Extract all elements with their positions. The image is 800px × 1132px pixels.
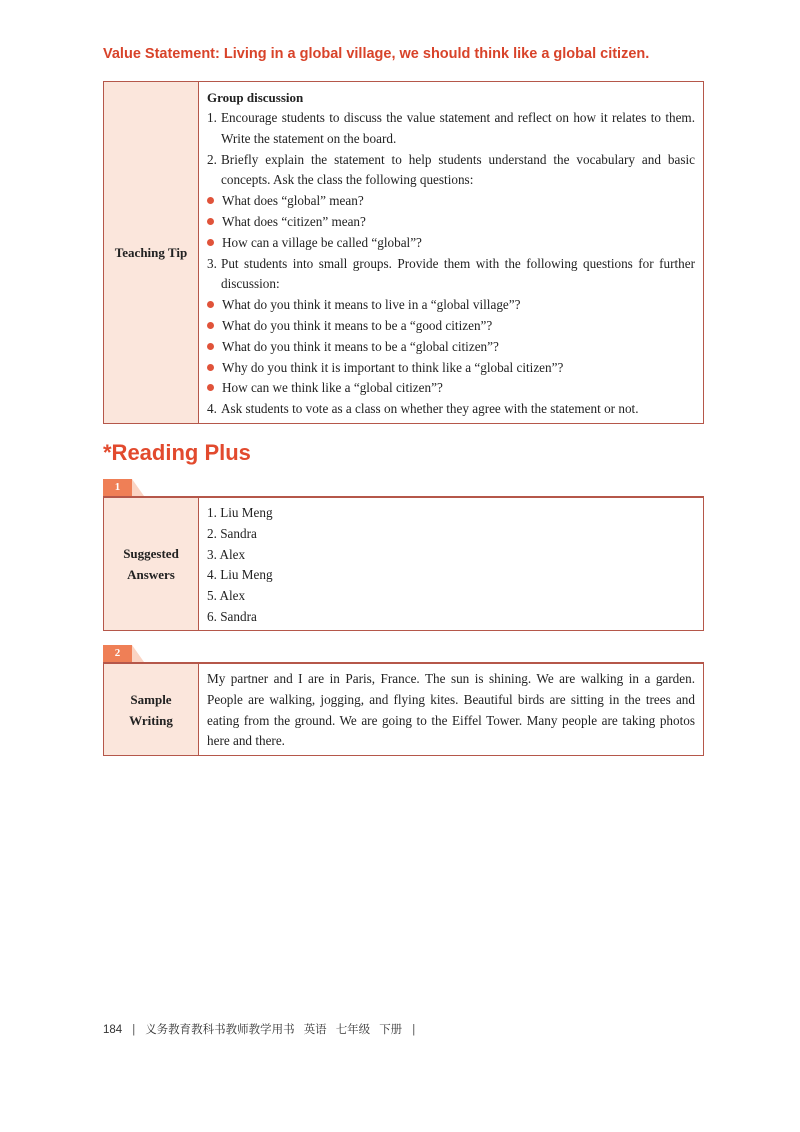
grade: 七年级 (335, 1024, 371, 1036)
volume: 下册 (379, 1024, 403, 1036)
step-text: Ask students to vote as a class on whether they agree with the statement or not. (221, 401, 639, 417)
label-line: Writing (129, 712, 173, 728)
question-text: Why do you think it is important to think like a “global citizen”? (222, 359, 564, 375)
label-line: Suggested (123, 546, 179, 561)
bullet-icon (207, 239, 214, 246)
question-text: How can a village be called “global”? (222, 234, 422, 250)
page-footer (103, 1021, 425, 1037)
suggested-answers-label (104, 498, 199, 630)
footer-divider: | (412, 1024, 416, 1036)
step-text: Briefly explain the statement to help students understand the vocabulary and basic concepts. Ask the class the following questions: (221, 151, 695, 188)
answer-item: 6. Sandra (207, 608, 257, 624)
reading-plus-title: *Reading Plus (103, 440, 251, 465)
teaching-tip-label: Teaching Tip (104, 82, 199, 423)
step-text: Put students into small groups. Provide them with the following questions for further discussion: (221, 255, 695, 292)
question-item (207, 337, 695, 358)
section-number-badge: 1 (103, 479, 132, 496)
question-item (207, 358, 695, 379)
step-number: 2. (207, 151, 217, 167)
book-title: 义务教育教科书教师教学用书 (145, 1024, 295, 1036)
bullet-icon (207, 343, 214, 350)
bullet-icon (207, 322, 214, 329)
step-number: 1. (207, 110, 217, 125)
bullet-icon (207, 364, 214, 371)
section-number-badge: 2 (103, 645, 132, 662)
step-number: 3. (207, 255, 217, 271)
question-text: How can we think like a “global citizen”? (222, 380, 443, 396)
sample-writing-text: My partner and I are in Paris, France. The sun is shining. We are walking in a garden. People are walking, jogging, and flying kites. Beautiful birds are sitting in the trees and eating from the ground. We are going to the Eiffel Tower. Many people are taking photos here and there. (207, 671, 695, 749)
question-text: What does “global” mean? (222, 193, 364, 209)
question-item (207, 378, 695, 399)
step-item (207, 399, 695, 420)
page-number: 184 (103, 1024, 123, 1036)
teaching-tip-content (199, 82, 703, 423)
answers-list (199, 498, 703, 630)
answer-item: 5. Alex (207, 588, 246, 604)
question-item (207, 316, 695, 337)
suggested-answers-box (103, 497, 704, 631)
label-line: Answers (127, 567, 175, 582)
question-item (207, 212, 695, 233)
step-item (207, 150, 695, 192)
question-text: What do you think it means to be a “good citizen”? (222, 317, 493, 333)
answer-item: 2. Sandra (207, 525, 257, 541)
question-text: What does “citizen” mean? (222, 213, 366, 229)
step-item (207, 108, 695, 150)
question-text: What do you think it means to be a “global citizen”? (222, 338, 499, 354)
bullet-icon (207, 384, 214, 391)
answer-item: 4. Liu Meng (207, 567, 273, 583)
sample-writing-label (104, 664, 199, 755)
sample-writing-box (103, 663, 704, 756)
teaching-tip-box (103, 81, 704, 424)
bullet-icon (207, 301, 214, 308)
bullet-icon (207, 197, 214, 204)
question-item (207, 191, 695, 212)
label-line: Sample (130, 691, 172, 707)
step-number: 4. (207, 401, 217, 417)
question-item (207, 295, 695, 316)
step-item (207, 254, 695, 296)
answer-item: 1. Liu Meng (207, 505, 273, 520)
section-tab-1 (103, 479, 704, 497)
question-text: What do you think it means to live in a “global village”? (222, 297, 521, 313)
group-discussion-heading: Group discussion (207, 90, 304, 105)
footer-divider: | (132, 1024, 136, 1036)
subject: 英语 (303, 1024, 327, 1036)
step-text: Encourage students to discuss the value statement and reflect on how it relates to them. Write the statement on the board. (221, 110, 695, 146)
section-tab-2 (103, 645, 704, 663)
question-item (207, 233, 695, 254)
value-statement-heading: Value Statement: Living in a global village, we should think like a global citizen. (103, 46, 650, 62)
answer-item: 3. Alex (207, 546, 246, 562)
bullet-icon (207, 218, 214, 225)
